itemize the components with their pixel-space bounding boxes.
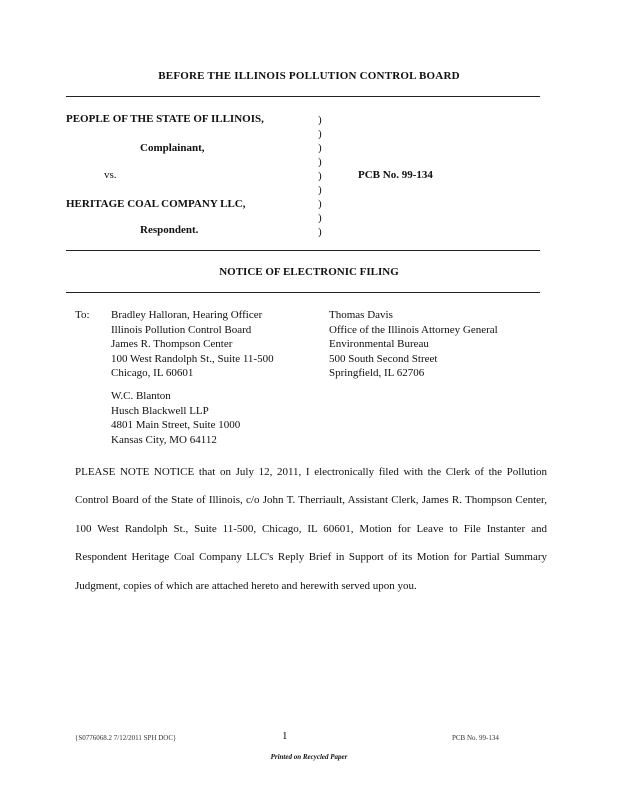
recycled-paper-note: Printed on Recycled Paper [270,753,348,761]
address-line: Springfield, IL 62706 [329,367,425,379]
plaintiff-role: Complainant, [140,142,205,154]
address-line: Office of the Illinois Attorney General [329,323,498,336]
address-line: W.C. Blanton [111,390,171,402]
recipient-attorney-general [329,308,498,381]
defendant-name: HERITAGE COAL COMPANY LLC, [66,198,246,210]
case-number: PCB No. 99-134 [358,169,433,181]
address-line: James R. Thompson Center [111,338,233,350]
address-line: 4801 Main Street, Suite 1000 [111,419,241,431]
footer-case-ref: PCB No. 99-134 [452,734,499,742]
address-line: Husch Blackwell LLP [111,404,209,417]
notice-rule [66,292,540,293]
recipient-hearing-officer [111,308,274,381]
notice-title: NOTICE OF ELECTRONIC FILING [219,266,399,278]
plaintiff-name: PEOPLE OF THE STATE OF ILLINOIS, [66,113,264,125]
recipient-husch-blackwell [111,389,240,447]
address-line: 100 West Randolph St., Suite 11-500 [111,352,274,365]
defendant-role: Respondent. [140,224,199,236]
address-line: Environmental Bureau [329,338,429,350]
address-line: Illinois Pollution Control Board [111,323,252,336]
caption-parentheses: ) ) ) ) ) ) ) ) ) [318,114,322,238]
page-title: BEFORE THE ILLINOIS POLLUTION CONTROL BOARD [158,70,460,82]
address-line: Bradley Halloran, Hearing Officer [111,309,263,321]
footer-doc-id: {S0776068.2 7/12/2011 SPH DOC} [75,734,177,742]
address-line: Thomas Davis [329,309,393,321]
versus-label: vs. [104,169,117,181]
caption-top-rule [66,96,540,97]
to-label: To: [75,309,90,321]
caption-bottom-rule [66,250,540,251]
address-line: 500 South Second Street [329,352,438,365]
address-line: Chicago, IL 60601 [111,367,194,379]
notice-body: PLEASE NOTE NOTICE that on July 12, 2011, I electronically filed with the Clerk of the Pollution Control Board of the State of Illinois, c/o John T. Therriault, Assistant Clerk, James R. Thompson Center, 100 West Randolph St., Suite 11-500, Chicago, IL 60601, Motion for Leave to File Instanter and Respondent Heritage Coal Company LLC's Reply Brief in Support of its Motion for Partial Summary Judgment, copies of which are attached hereto and herewith served upon you. [75,466,547,592]
address-line: Kansas City, MO 64112 [111,433,217,446]
page-number: 1 [282,730,288,742]
